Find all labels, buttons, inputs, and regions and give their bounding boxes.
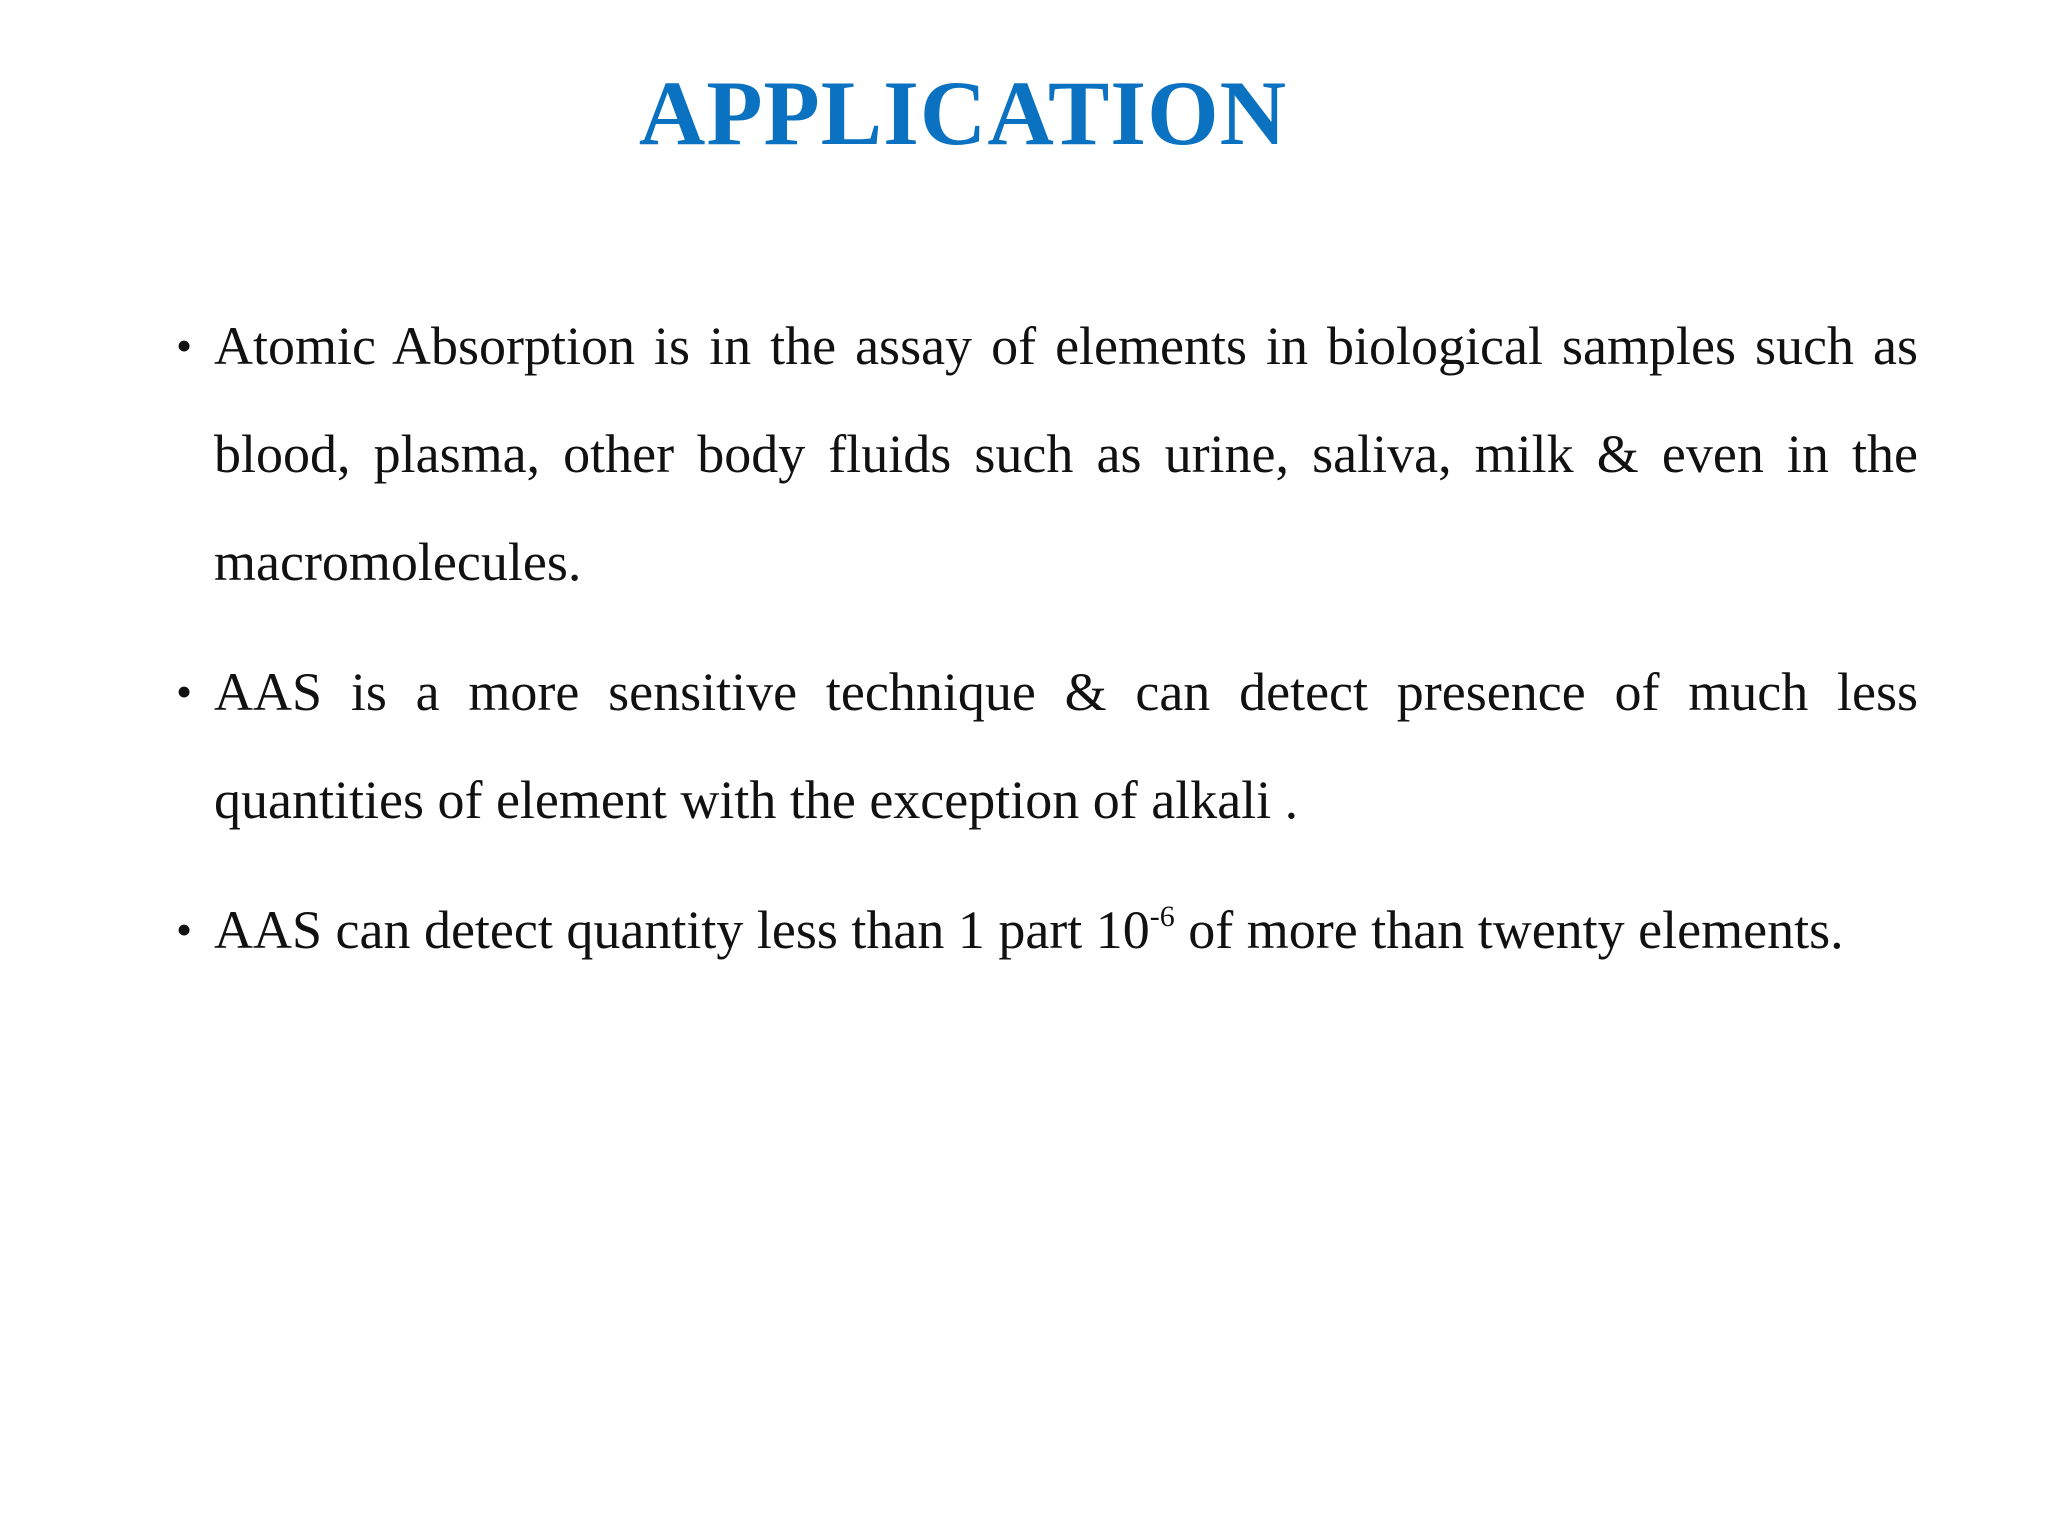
superscript-exponent: -6 [1149,900,1175,933]
bullet-dot-icon: • [176,666,193,717]
bullet-item-3 [176,876,1918,984]
bullet-dot-icon: • [176,904,193,955]
bullet-text-after: of more than twenty elements. [1174,900,1844,960]
bullet-item-2 [176,638,1918,854]
bullet-item-1 [176,292,1918,616]
bullet-text: AAS is a more sensitive technique & can detect presence of much less quantities of element with the exception of alkali . [214,662,1918,830]
bullet-text-before: AAS can detect quantity less than 1 part 10 [214,900,1150,960]
bullet-text: Atomic Absorption is in the assay of elements in biological samples such as blood, plasma, other body fluids such as urine, saliva, milk & even in the macromolecules. [214,316,1918,592]
bullet-dot-icon: • [176,320,193,371]
slide-title: APPLICATION [638,62,1288,164]
bullet-list [176,292,1918,1006]
